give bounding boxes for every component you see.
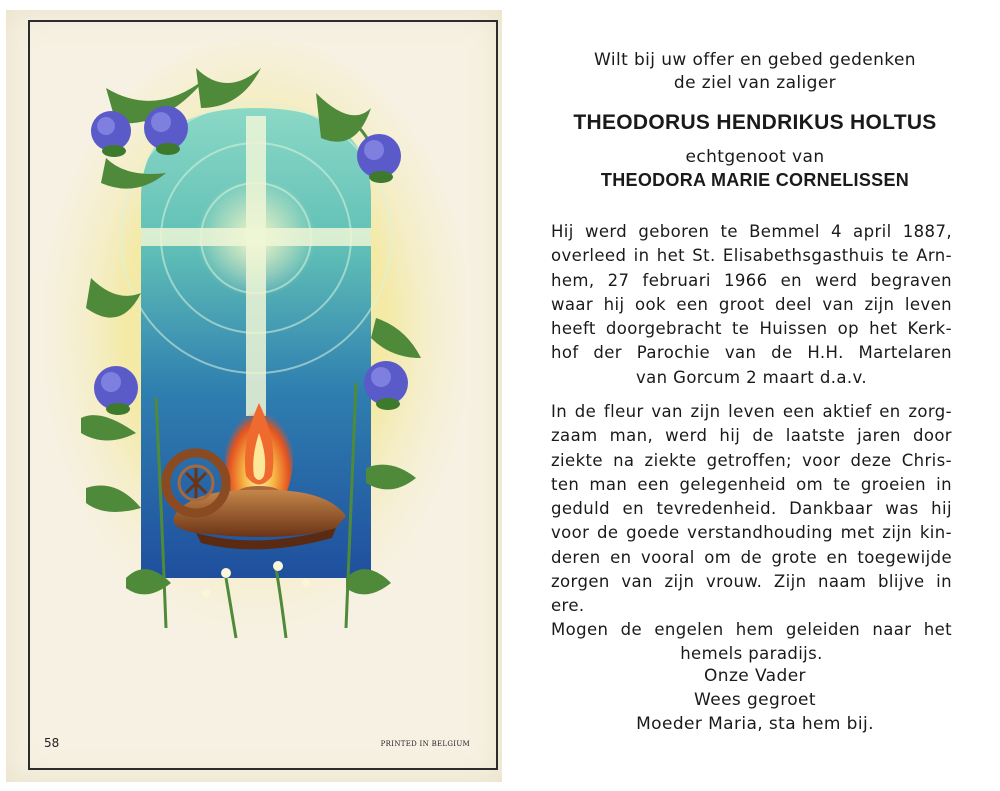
paragraph-line: ere. [551,596,585,616]
paragraph-line: ziekte na ziekte getroffen; voor deze Chris- [551,450,952,470]
devotional-illustration [46,38,466,658]
deceased-name: THEODORUS HENDRIKUS HOLTUS [573,111,937,134]
prayer-onze-vader: Onze Vader [704,666,806,686]
intro-line-1: Wilt bij uw offer en gebed gedenken [594,50,916,70]
spouse-name: THEODORA MARIE CORNELISSEN [600,170,910,190]
paragraph-line: In de fleur van zijn leven een aktief en zorg- [551,402,952,421]
paragraph-line: zaam man, werd hij de laatste jaren door [551,426,952,446]
blessing-paragraph [551,618,952,667]
paragraph-line: ten man een gelegenheid om te groeien in [551,474,952,494]
paragraph-line: Mogen de engelen hem geleiden naar het [551,620,952,639]
paragraph-line: geduld en tevredenheid. Dankbaar was hij [551,499,952,519]
relation-text: echtgenoot van [685,147,825,167]
paragraph-line: hem, 27 februari 1966 en werd begraven [551,270,952,290]
prayer-card-text [520,10,990,782]
prayer-card-front [6,10,502,782]
card-number: 58 [44,736,60,750]
paragraph-line: hof der Parochie van de H.H. Martelaren [551,343,952,363]
paragraph-line: heeft doorgebracht te Huissen op het Kerk- [551,319,952,339]
paragraph-line: Hij werd geboren te Bemmel 4 april 1887, [551,222,952,241]
paragraph-line: voor de goede verstandhouding met zijn kin- [551,523,952,543]
prayer-wees-gegroet: Wees gegroet [694,690,816,710]
intro-line-2: de ziel van zaliger [673,73,837,93]
prayer-moeder-maria: Moeder Maria, sta hem bij. [636,714,874,734]
character-paragraph [551,400,952,619]
paragraph-line: overleed in het St. Elisabethsgasthuis te Arn- [551,246,952,266]
printed-in-label: PRINTED IN BELGIUM [380,740,470,748]
paragraph-line: deren en vooral om de grote en toegewijde [551,547,952,567]
paragraph-line: waar hij ook een groot deel van zijn leven [551,294,952,314]
paragraph-line: zorgen van zijn vrouw. Zijn naam blijve in [551,572,952,592]
biography-paragraph [551,220,952,390]
paragraph-line: van Gorcum 2 maart d.a.v. [635,367,868,387]
paragraph-line: hemels paradijs. [680,644,823,664]
